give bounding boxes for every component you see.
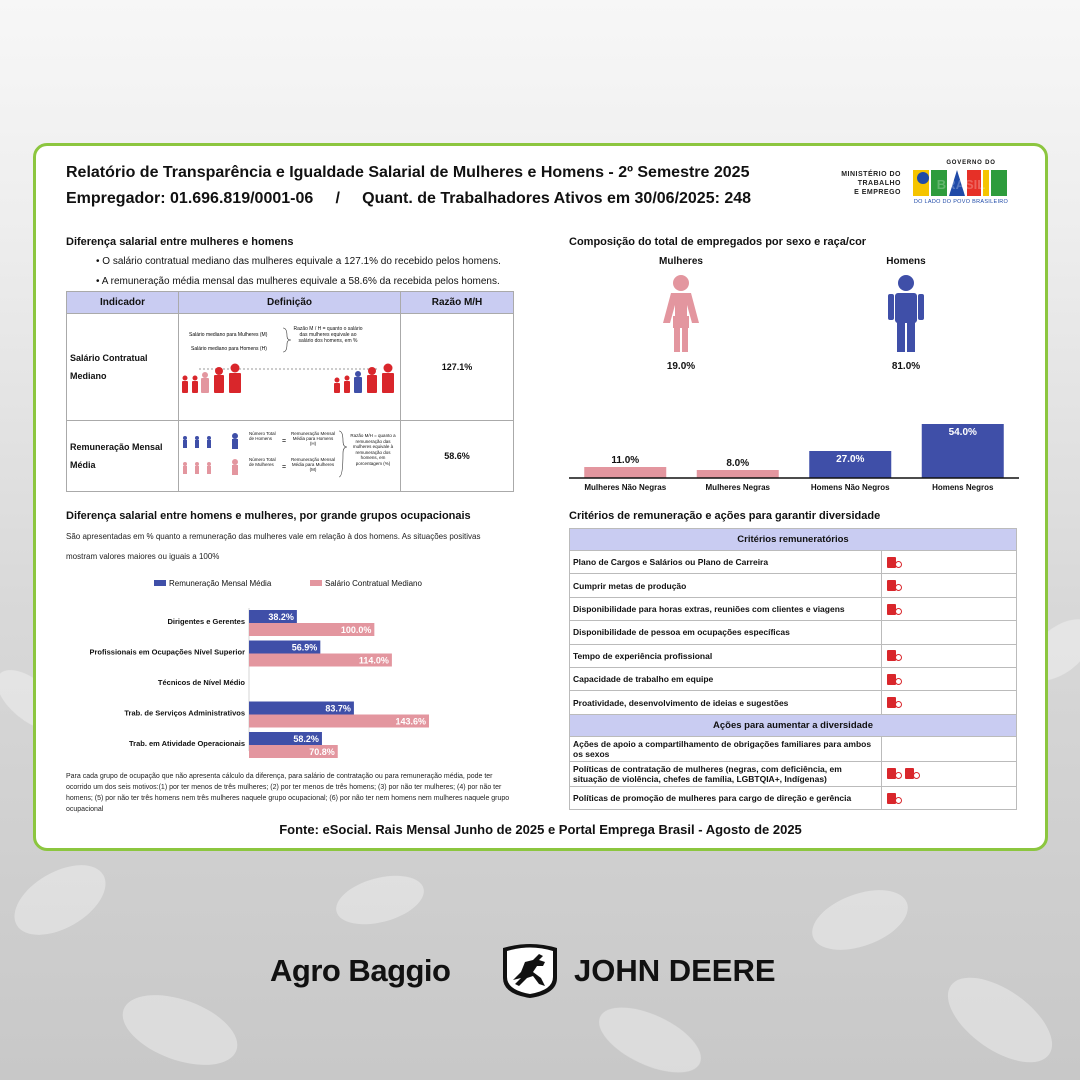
- groups-note-1: São apresentadas em % quanto a remuneração das mulheres vale em relação à dos homens. As situações positivas: [66, 532, 481, 541]
- col-indicator: Indicador: [67, 292, 179, 314]
- ratio-median: 127.1%: [401, 314, 514, 421]
- company-check-icon: [887, 674, 903, 685]
- legend-label: Remuneração Mensal Média: [169, 579, 272, 588]
- bar-value-label: 27.0%: [836, 454, 865, 465]
- svg-text:=: =: [282, 464, 287, 471]
- action-icons: [882, 761, 1017, 786]
- table-row: [570, 667, 1017, 690]
- hbar-value-label: 114.0%: [358, 655, 389, 666]
- table-row: [67, 421, 514, 492]
- bar-category-label: Homens Não Negros: [810, 483, 890, 492]
- report-card: [33, 143, 1048, 851]
- bar-value-label: 11.0%: [611, 455, 640, 466]
- hbar-value-label: 56.9%: [291, 642, 318, 653]
- action-icons: [882, 786, 1017, 809]
- criteria-icons: [882, 551, 1017, 574]
- gov-slogan: DO LADO DO POVO BRASILEIRO: [913, 199, 1009, 205]
- criteria-icons: [882, 597, 1017, 620]
- bullet-average: • A remuneração média mensal das mulheres equivale a 58.6% da recebida pelos homens.: [96, 276, 500, 287]
- hbar-value-label: 38.2%: [268, 612, 294, 622]
- indicator-table: [66, 291, 514, 492]
- criteria-label: Proatividade, desenvolvimento de ideias e sugestões: [570, 691, 882, 714]
- table-row: [570, 736, 1017, 761]
- report-title: Relatório de Transparência e Igualdade Salarial de Mulheres e Homens - 2º Semestre 2025: [66, 164, 750, 181]
- average-definition-diagram: Número Total de Homens Número Total de Mulheres = = Remuneração Mensal Média para Homens (H) Remuneração Mensal Média para Mulheres (M) Razão M/H = quanto a remuneração das mulheres equivale à remuneração dos homens, em porcentagem (%): [179, 421, 399, 489]
- indicator-name: Salário Contratual Mediano: [67, 314, 179, 421]
- table-row: [570, 761, 1017, 786]
- bar-value-label: 54.0%: [948, 427, 977, 438]
- table-row: [67, 314, 514, 421]
- col-definition: Definição: [179, 292, 401, 314]
- composition-title: Composição do total de empregados por sexo e raça/cor: [569, 236, 867, 248]
- criteria-icons: [882, 574, 1017, 597]
- definition-median: [179, 314, 401, 421]
- people-icons-men: [334, 364, 394, 394]
- criteria-title: Critérios de remuneração e ações para garantir diversidade: [569, 510, 881, 522]
- company-check-icon: [887, 650, 903, 661]
- criteria-icons: [882, 691, 1017, 714]
- bar-1: [697, 470, 779, 478]
- criteria-header: Critérios remuneratórios: [570, 529, 1017, 551]
- women-label: Mulheres: [659, 256, 703, 267]
- svg-text:BRASIL: BRASIL: [936, 177, 986, 192]
- source-note: Fonte: eSocial. Rais Mensal Junho de 2025 e Portal Emprega Brasil - Agosto de 2025: [279, 822, 802, 837]
- employer-line: Empregador: 01.696.819/0001-06 / Quant. de Trabalhadores Ativos em 30/06/2025: 248: [66, 190, 752, 207]
- company-check-icon: [887, 768, 903, 779]
- table-row: [570, 621, 1017, 644]
- action-label: Ações de apoio a compartilhamento de obrigações familiares para ambos os sexos: [570, 736, 882, 761]
- bar-category-label: Mulheres Não Negras: [584, 483, 667, 492]
- company-check-icon: [887, 604, 903, 615]
- legend-swatch: [154, 580, 166, 586]
- table-row: [570, 691, 1017, 714]
- median-definition-diagram: Salário mediano para Mulheres (M) Salário mediano para Homens (H) Razão M / H = quanto o salário das mulheres equivale ao salário dos homens, em %: [179, 316, 399, 416]
- company-check-icon: [887, 580, 903, 591]
- table-row: [570, 597, 1017, 620]
- table-row: [570, 786, 1017, 809]
- company-check-icon: [905, 768, 921, 779]
- bar-0: [584, 467, 666, 478]
- criteria-icons: [882, 621, 1017, 644]
- groups-title: Diferença salarial entre homens e mulheres, por grande grupos ocupacionais: [66, 510, 471, 522]
- hbar-value-label: 83.7%: [325, 703, 351, 714]
- ratio-average: 58.6%: [401, 421, 514, 492]
- ministry-name: MINISTÉRIO DO TRABALHO E EMPREGO: [841, 171, 901, 196]
- occupation-groups-chart: [66, 576, 506, 766]
- category-label: Técnicos de Nível Médio: [157, 678, 245, 687]
- action-label: Políticas de promoção de mulheres para cargo de direção e gerência: [570, 786, 882, 809]
- woman-figure-icon: [661, 274, 701, 354]
- salary-gap-title: Diferença salarial entre mulheres e homens: [66, 236, 294, 248]
- john-deere-logo: JOHN DEERE: [574, 953, 776, 988]
- indicator-name: Remuneração Mensal Média: [67, 421, 179, 492]
- action-label: Políticas de contratação de mulheres (negras, com deficiência, em situação de violência, chefes de família, LGBTQIA+, Indígenas): [570, 761, 882, 786]
- hbar-value-label: 58.2%: [293, 734, 319, 744]
- category-label: Trab. em Atividade Operacionais: [128, 739, 245, 748]
- criteria-label: Tempo de experiência profissional: [570, 644, 882, 667]
- bullet-median: • O salário contratual mediano das mulheres equivale a 127.1% do recebido pelos homens.: [96, 256, 501, 267]
- groups-footnote: Para cada grupo de ocupação que não apresenta cálculo da diferença, para salário de contratação ou para remuneração média, pode ter ocorrido um dos seis motivos:(1) por ter menos de três mulheres; (2) por ter menos de três homens; (3) por não ter mulheres; (4) por não ter homens; (5) por não ter três homens nem três mulheres naquele grupo ocupacional; (6) por não ter nem homens nem mulheres naquele grupo ocupacional: [66, 773, 510, 813]
- hbar-value-label: 100.0%: [340, 625, 372, 635]
- bar-category-label: Mulheres Negras: [705, 483, 770, 492]
- legend-swatch: [310, 580, 322, 586]
- action-icons: [882, 736, 1017, 761]
- criteria-icons: [882, 644, 1017, 667]
- criteria-label: Disponibilidade para horas extras, reuniões com clientes e viagens: [570, 597, 882, 620]
- governo-label: GOVERNO DO: [946, 160, 996, 166]
- table-row: [570, 574, 1017, 597]
- col-ratio: Razão M/H: [401, 292, 514, 314]
- svg-text:=: =: [282, 438, 287, 445]
- company-check-icon: [887, 697, 903, 708]
- table-row: [570, 644, 1017, 667]
- svg-text:Salário mediano para Homens (H: Salário mediano para Homens (H): [191, 346, 267, 352]
- women-percent: 19.0%: [666, 361, 696, 372]
- agro-baggio-logo: Agro Baggio: [270, 953, 451, 988]
- hbar-value-label: 143.6%: [395, 716, 426, 727]
- john-deere-deer-icon: [499, 942, 561, 1000]
- government-logo: [831, 160, 1021, 212]
- race-composition-chart: [569, 416, 1019, 496]
- bar-value-label: 8.0%: [726, 458, 750, 469]
- legend-label: Salário Contratual Mediano: [325, 579, 422, 588]
- criteria-label: Capacidade de trabalho em equipe: [570, 667, 882, 690]
- category-label: Trab. de Serviços Administrativos: [124, 708, 245, 718]
- man-figure-icon: [886, 274, 926, 354]
- criteria-icons: [882, 667, 1017, 690]
- category-label: Dirigentes e Gerentes: [167, 617, 245, 626]
- groups-note-2: mostram valores maiores ou iguais a 100%: [66, 552, 220, 561]
- criteria-label: Cumprir metas de produção: [570, 574, 882, 597]
- definition-average: [179, 421, 401, 492]
- hbar-value-label: 70.8%: [309, 747, 335, 757]
- criteria-label: Disponibilidade de pessoa em ocupações específicas: [570, 621, 882, 644]
- company-check-icon: [887, 793, 903, 804]
- brasil-logo-icon: [911, 168, 1011, 198]
- criteria-table: [569, 528, 1017, 810]
- category-label: Profissionais em Ocupações Nível Superior: [89, 647, 245, 657]
- people-icons-women: [182, 364, 241, 394]
- men-label: Homens: [886, 256, 926, 267]
- men-percent: 81.0%: [891, 361, 921, 372]
- bar-category-label: Homens Negros: [932, 483, 994, 492]
- table-row: [570, 551, 1017, 574]
- diversity-header: Ações para aumentar a diversidade: [570, 714, 1017, 736]
- company-check-icon: [887, 557, 903, 568]
- svg-text:Salário mediano para Mulheres: Salário mediano para Mulheres (M): [189, 332, 268, 338]
- criteria-label: Plano de Cargos e Salários ou Plano de Carreira: [570, 551, 882, 574]
